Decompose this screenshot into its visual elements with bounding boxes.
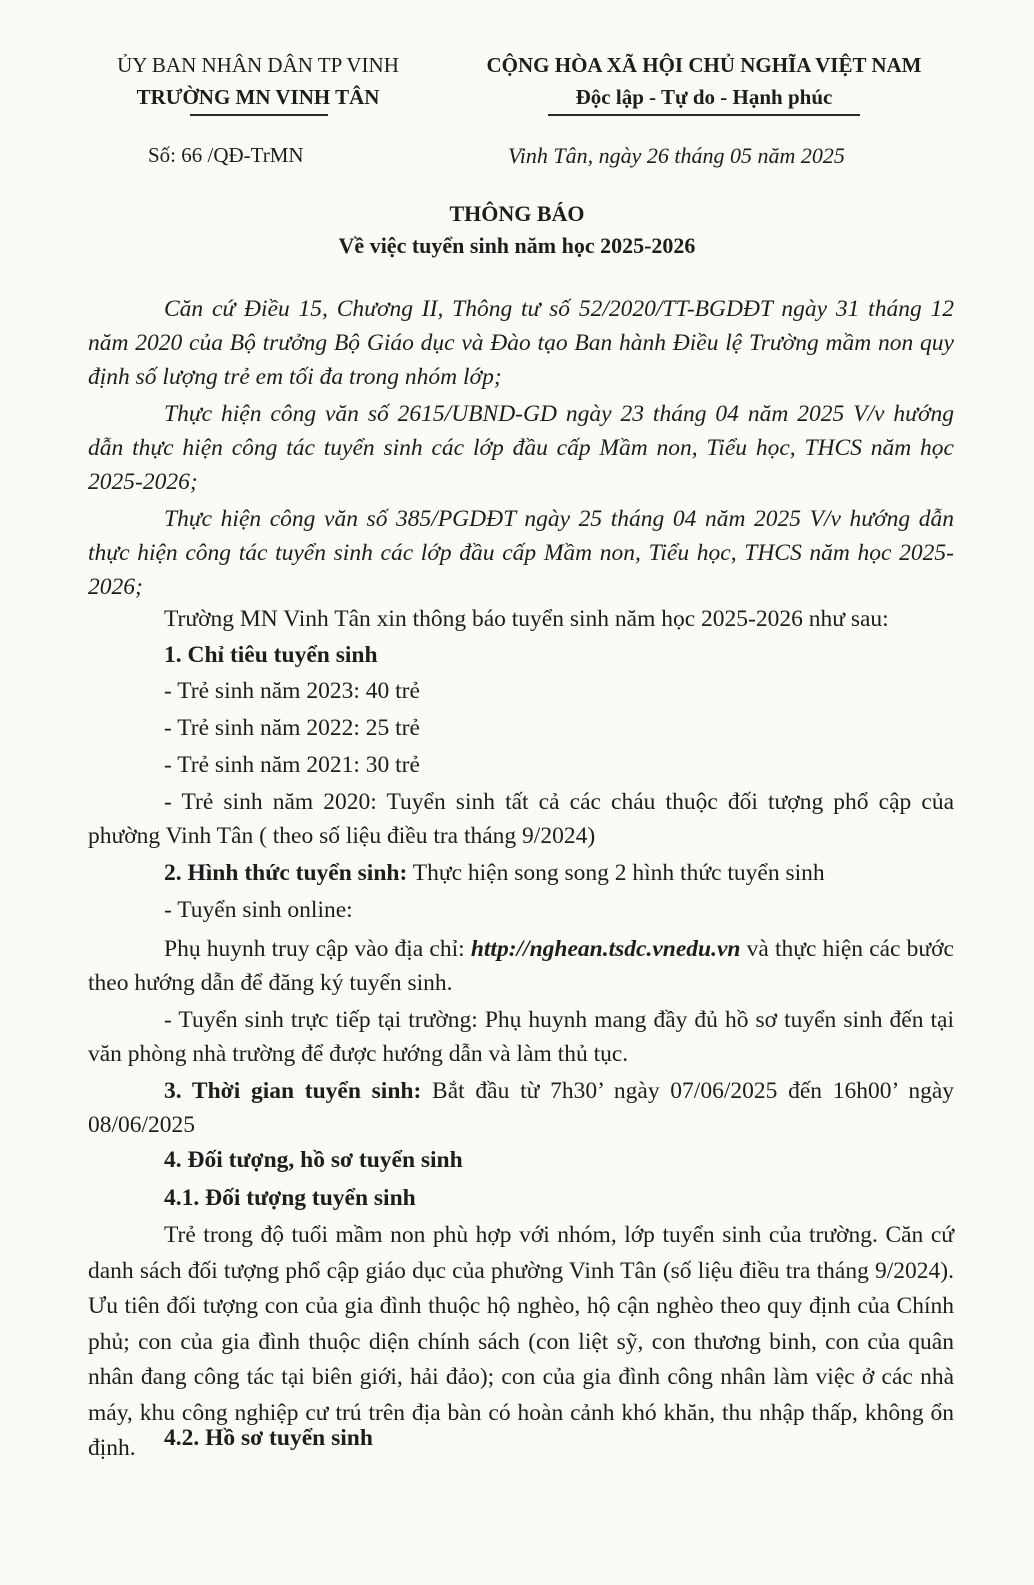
national-motto-rule <box>548 114 860 116</box>
direct-enrollment: - Tuyển sinh trực tiếp tại trường: Phụ huynh mang đầy đủ hồ sơ tuyển sinh đến tại văn phòng nhà trường để được hướng dẫn và làm thủ tục. <box>88 1007 954 1067</box>
online-label: - Tuyển sinh online: <box>164 897 353 923</box>
section-3 <box>88 1074 954 1142</box>
place-and-date: Vinh Tân, ngày 26 tháng 05 năm 2025 <box>508 143 845 168</box>
school-name-rule <box>190 114 328 116</box>
national-motto: Độc lập - Tự do - Hạnh phúc <box>575 85 833 109</box>
national-title: CỘNG HÒA XÃ HỘI CHỦ NGHĨA VIỆT NAM <box>486 53 922 77</box>
preamble-paragraph: Thực hiện công văn số 2615/UBND-GD ngày 23 tháng 04 năm 2025 V/v hướng dẫn thực hiện công tác tuyển sinh các lớp đầu cấp Mầm non, Tiểu học, THCS năm học 2025-2026; <box>88 401 954 495</box>
section-2-heading-text: Thực hiện song song 2 hình thức tuyển sinh <box>407 860 825 886</box>
online-text-after: và thực hiện các bước theo hướng dẫn để đăng ký tuyển sinh. <box>88 936 954 996</box>
section-3-text: Bắt đầu từ 7h30’ ngày 07/06/2025 đến 16h00’ ngày 08/06/2025 <box>88 1078 955 1138</box>
registration-url[interactable]: http://nghean.tsdc.vnedu.vn <box>470 936 741 962</box>
issuing-authority: ỦY BAN NHÂN DÂN TP VINH <box>117 53 399 77</box>
school-name: TRƯỜNG MN VINH TÂN <box>136 85 380 109</box>
section-4-2-heading: 4.2. Hồ sơ tuyển sinh <box>164 1425 373 1451</box>
quota-item: - Trẻ sinh năm 2020: Tuyển sinh tất cả các cháu thuộc đối tượng phổ cập của phường Vinh Tân ( theo số liệu điều tra tháng 9/2024) <box>88 789 954 849</box>
document-title: THÔNG BÁO <box>449 201 585 226</box>
section-4-1-text: Trẻ trong độ tuổi mầm non phù hợp với nhóm, lớp tuyển sinh của trường. Căn cứ danh sách đối tượng phổ cập giáo dục của phường Vinh Tân (số liệu điều tra tháng 9/2024). Ưu tiên đối tượng con của gia đình thuộc hộ nghèo, hộ cận nghèo theo quy định của Chính phủ; con của gia đình thuộc diện chính sách (con liệt sỹ, con thương binh, con của quân nhân đang công tác tại biên giới, hải đảo); con của gia đình công nhân làm việc ở các nhà máy, khu công nghiệp cư trú trên địa bàn có hoàn cảnh khó khăn, thu nhập thấp, không ổn định. <box>88 1222 954 1461</box>
online-instructions <box>88 932 954 1000</box>
online-text-before: Phụ huynh truy cập vào địa chỉ: <box>164 936 471 962</box>
section-4-heading: 4. Đối tượng, hồ sơ tuyển sinh <box>164 1147 463 1173</box>
document-number: Số: 66 /QĐ-TrMN <box>148 143 304 167</box>
section-1-heading: 1. Chỉ tiêu tuyển sinh <box>164 642 378 668</box>
quota-item: - Trẻ sinh năm 2023: 40 trẻ <box>164 678 420 704</box>
section-3-heading: 3. Thời gian tuyển sinh: <box>164 1078 422 1104</box>
section-4-1-heading: 4.1. Đối tượng tuyển sinh <box>164 1185 416 1211</box>
document-subtitle: Về việc tuyển sinh năm học 2025-2026 <box>338 233 696 258</box>
preamble-paragraph: Thực hiện công văn số 385/PGDĐT ngày 25 tháng 04 năm 2025 V/v hướng dẫn thực hiện công tác tuyển sinh các lớp đầu cấp Mầm non, Tiểu học, THCS năm học 2025-2026; <box>88 506 954 600</box>
section-2-heading-label: 2. Hình thức tuyển sinh: <box>164 860 408 886</box>
intro-statement: Trường MN Vinh Tân xin thông báo tuyển sinh năm học 2025-2026 như sau: <box>164 606 889 632</box>
quota-item: - Trẻ sinh năm 2021: 30 trẻ <box>164 752 420 778</box>
preamble-paragraph: Căn cứ Điều 15, Chương II, Thông tư số 52/2020/TT-BGDĐT ngày 31 tháng 12 năm 2020 của Bộ trưởng Bộ Giáo dục và Đào tạo Ban hành Điều lệ Trường mầm non quy định số lượng trẻ em tối đa trong nhóm lớp; <box>88 296 954 390</box>
section-2-heading <box>164 856 954 890</box>
quota-item: - Trẻ sinh năm 2022: 25 trẻ <box>164 715 420 741</box>
